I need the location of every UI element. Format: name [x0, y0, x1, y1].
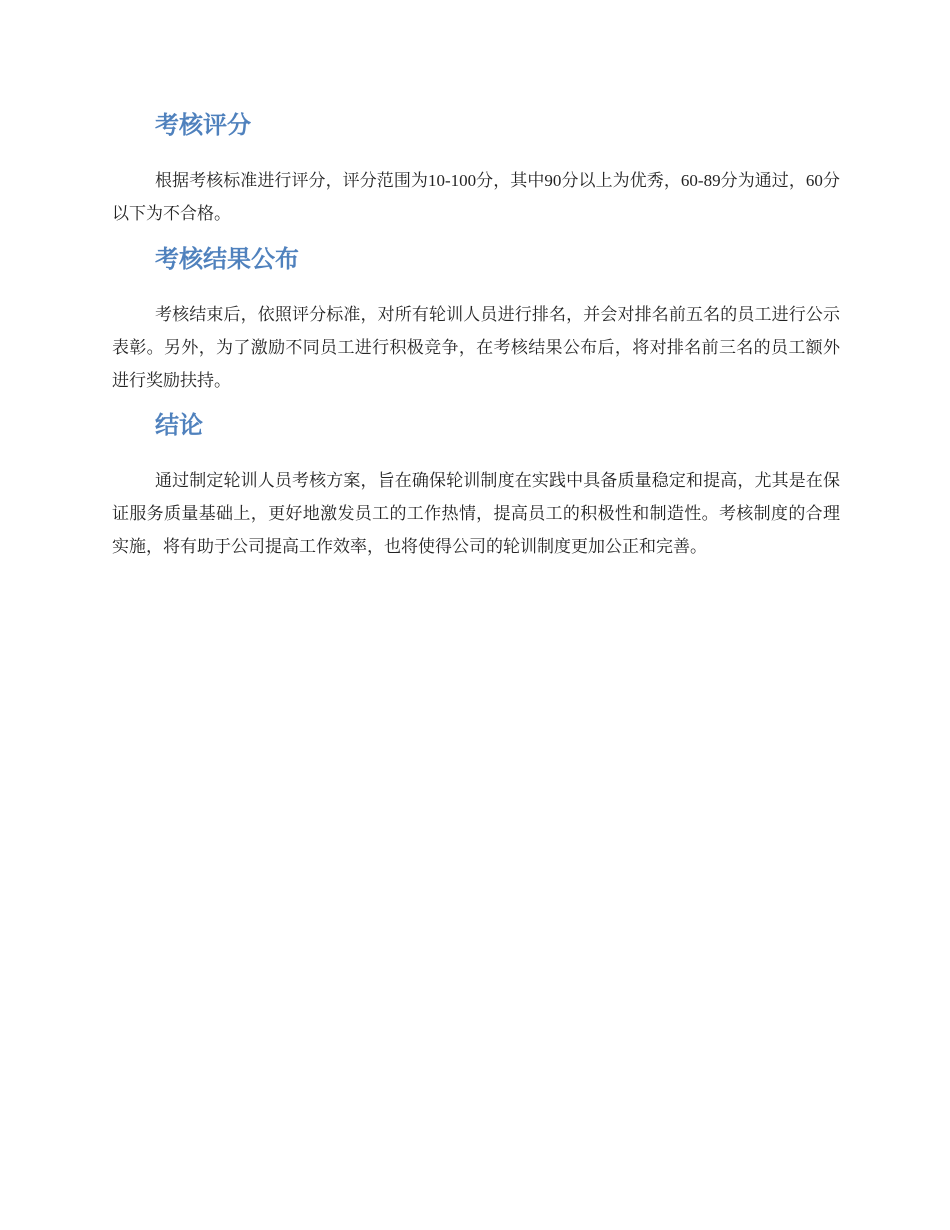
section-paragraph: 通过制定轮训人员考核方案，旨在确保轮训制度在实践中具备质量稳定和提高，尤其是在保证服务质量基础上，更好地激发员工的工作热情，提高员工的积极性和制造性。考核制度的合理实施，将有助于公司提高工作效率，也将使得公司的轮训制度更加公正和完善。: [112, 471, 840, 556]
section-results-announcement: [112, 244, 840, 397]
section-heading: 结论: [155, 411, 203, 439]
section-paragraph: 考核结束后，依照评分标准，对所有轮训人员进行排名，并会对排名前五名的员工进行公示表彰。另外，为了激励不同员工进行积极竞争，在考核结果公布后，将对排名前三名的员工额外进行奖励扶持。: [112, 305, 840, 390]
section-heading: 考核结果公布: [155, 245, 299, 273]
section-conclusion: [112, 410, 840, 563]
section-paragraph: 根据考核标准进行评分，评分范围为10-100分，其中90分以上为优秀，60-89分为通过，60分以下为不合格。: [112, 171, 840, 223]
section-assessment-scoring: [112, 110, 840, 230]
section-heading: 考核评分: [155, 111, 251, 139]
